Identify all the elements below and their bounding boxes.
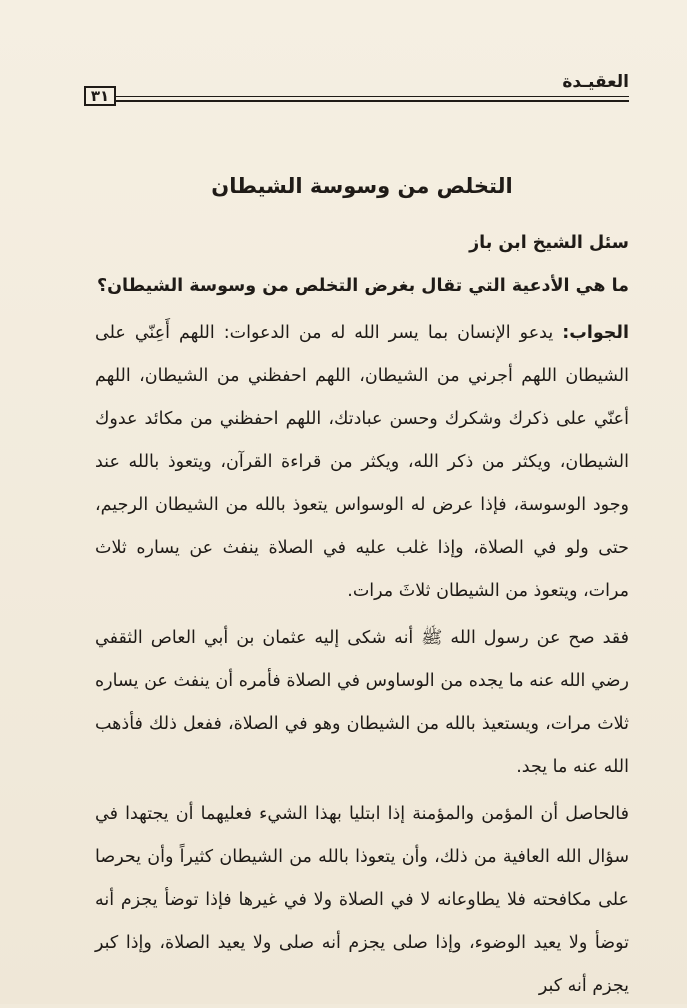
header-rule-thin [114,96,629,97]
conclusion-paragraph: فالحاصل أن المؤمن والمؤمنة إذا ابتليا بهذا الشيء فعليهما أن يجتهدا في سؤال الله العافية من ذلك، وأن يتعوذا بالله من الشيطان كثيراً وأن يحرصا على مكافحته فلا يطاوعانه لا في الصلاة ولا في غيرها فإذا توضأ يجزم أنه توضأ ولا يعيد الوضوء، وإذا صلى يجزم أنه صلى ولا يعيد الصلاة، وإذا كبر يجزم أنه كبر [95,804,629,996]
answer-paragraph [95,312,629,613]
page-number: ٣١ [84,86,116,106]
hadith-paragraph: فقد صح عن رسول الله ﷺ أنه شكى إليه عثمان بن أبي العاص الثقفي رضي الله عنه ما يجده من الوساوس في الصلاة فأمره أن ينفث عن يساره ثلاث مرات، ويستعيذ بالله من الشيطان وهو في الصلاة، ففعل ذلك فأذهب الله عنه ما يجد. [95,628,629,777]
header-rule-thick [114,100,629,102]
chapter-title: العقيـدة [562,72,629,92]
article-body [95,165,629,1008]
question-line: ما هي الأدعية التي تقال بغرض التخلص من وسوسة الشيطان؟ [96,276,629,296]
page-header [84,72,629,108]
answer-text: يدعو الإنسان بما يسر الله له من الدعوات: اللهم أَعِنّي على الشيطان اللهم أجرني من الشيطان، اللهم احفظني من الشيطان، اللهم أعنّي على ذكرك وشكرك وحسن عبادتك، اللهم احفظني من مكائد عدوك الشيطان، ويكثر من ذكر الله، ويكثر من قراءة القرآن، ويتعوذ بالله عند وجود الوسوسة، فإذا عرض له الوسواس يتعوذ بالله من الشيطان الرجيم، حتى ولو في الصلاة، وإذا غلب عليه في الصلاة ينفث عن يساره ثلاث مرات، ويتعوذ من الشيطان ثلاثَ مرات. [95,323,629,601]
article-title: التخلص من وسوسة الشيطان [211,174,513,198]
asked-to-line: سئل الشيخ ابن باز [469,233,629,253]
answer-label: الجواب: [562,323,629,343]
